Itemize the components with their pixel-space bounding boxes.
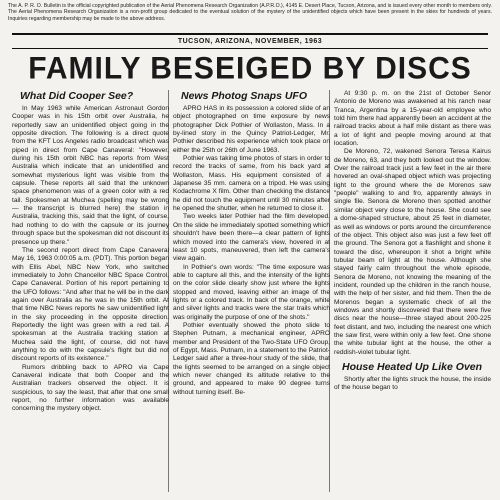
paragraph: In Pothier's own words: "The time exposure was able to capture all this, and the intensity of the lights on the color slide clearly show just where the lights stopped and moved, leaving either an image of the lights or a colored track. In back of the orange, white and silver lights and tracks were the star trails which was originally the purpose of one of the shots."	[173, 263, 330, 321]
masthead-note: The A. P. R. O. Bulletin is the official copyrighted publication of the Aerial Phenomena Research Organization (A.P.R.O.), 4145 E. Desert Place, Tucson, Arizona, and is issued every other month to members only. The Aerial Phenomena Research Organization is a non-profit group dedicated to the eventual solution of the mystery of the unidentified objects which have been present in the skies for hundreds of years. Inquiries regarding membership may be made to the above address.	[8, 3, 492, 22]
top-rule	[12, 33, 488, 35]
paragraph: In May 1963 while American Astronaut Gordon Cooper was in his 15th orbit over Australia, he reportedly saw an unidentified object going in the opposite direction. The following is a direct quote from the KFT Los Angeles radio broadcast which was piped in direct from Cape Canaveral: "However, during his 15th orbit NBC has reports from West Australia which indicate that an unidentified and somewhat mysterious light was visible from the capsule. These reports all said that the unknown space phenomenon was of a green color with a red tail. Spokesmen at Muchea (spelling may be wrong — the transcript is blurred here) the station in Australia, tracking this, said that the light, of course, had nothing to do with the capsule or its journey through space but the spokesman did not discount its presence up there."	[12, 105, 169, 246]
paragraph: Shortly after the lights struck the house, the inside of the house began to	[334, 376, 491, 392]
article-body-photog	[173, 105, 330, 397]
paragraph: De Moreno, 72, wakened Senora Teresa Kairus de Moreno, 63, and they both looked out the window. Over the railroad track just a few feet in the air there hovered an oval-shaped object which was projecting light to the ground where the de Morenos saw "people" walking to and fro, apparently always in single file. Senora de Moreno then spotted another similar object very close to the house. She could see a dome-shaped structure, about 25 feet in diameter, as well as windows or ports around the circumference of the object. This object also was just a few feet off the ground. The Senora got a flashlight and shone it toward the disc, whereupon it shot a bright white tubular beam of light at the house. Although she stayed fairly calm throughout the whole episode, Senora de Moreno, not knowing the meaning of the incident, rounded up the children in the ranch house, with the help of her sister, and hid them. Then the de Morenos began a systematic check of all the windows and shortly discovered that there were five discs near the house—three stayed about 200-225 feet distant, and two, including the nearest one which the saw first, were within only a few feet. One shone the white tubular light at the house, the other a reddish-violet tubular light.	[334, 148, 491, 356]
paragraph: Pothier eventually showed the photo slide to Stephen Putnam, a mechanical engineer, APRO member and President of the Two-State UFO Group, of Egypt, Mass. Putnam, in a statement to the Patriot-Ledger said after a three-hour study of the slide, that the lights seemed to be arranged on a single object which never changed its altitude relative to the ground, and appeared to make 90 degree turns without turning itself. Be-	[173, 321, 330, 396]
paragraph: Rumors dribbling back to APRO via Cape Canaveral indicate that both Cooper and the Australian trackers observed the object. It is suspicious, to say the least, that after that one small report, no further information was available concerning the mystery object.	[12, 363, 169, 413]
article-body-discs	[334, 90, 491, 357]
paragraph: The second report direct from Cape Canaveral May 16, 1963 0:00:05 a.m. (PDT). This portion began with Ellis Abel, NBC New York, who switched immediately to John Chancellor NBC Space Control, Cape Canaveral. Portion of his report pertaining to the UFO follows: "And after that he will be in the dark again over Australia as he was in the 15th orbit. At that time NBC News reports he saw unidentified light in the sky proceeding in the opposite direction. Reportedly the light was green with a red tail. A spokesman at the Australia tracking station at Muchea said the light, of course, did not have anything to do with the capsule's flight but did not discount reports of its existence."	[12, 246, 169, 363]
dateline: TUCSON, ARIZONA, NOVEMBER, 1963	[177, 38, 323, 45]
paragraph: At 9:30 p. m. on the 21st of October Senor Antonio de Moreno was awakened at his ranch near Tranca, Argentina by a 15-year-old employee who told him there had apparently been an accident at the railroad tracks about a half mile distant as there was a lot of light and people moving around at that location.	[334, 90, 491, 148]
headline: FAMILY BESEIGED BY DISCS	[28, 51, 472, 86]
paragraph: Pothier was taking time photos of stars in order to record the tracks of same, from his back yard at Wollaston, Mass. His equipment consisted of a Japanese 35 mm. camera on a tripod. He was using Kodachrome X film. Other than checking the distance he did not touch the equipment until 30 minutes after he opened the shutter, when he returned to close it.	[173, 155, 330, 213]
article-heading-house: House Heated Up Like Oven	[342, 361, 483, 373]
article-heading-photog: News Photog Snaps UFO	[181, 90, 308, 102]
column-cooper	[12, 90, 169, 496]
column-photog	[173, 90, 330, 496]
paragraph: APRO HAS in its possession a colored slide of an object photographed on time exposure by news photographer Dick Pothier of Wollaston, Mass. In a by-lined story in the Quincy Patriot-Ledger, Mr. Pothier described his experience which took place on either the 25th or 26th of June 1963.	[173, 105, 330, 154]
paragraph: Two weeks later Pothier had the film developed. On the slide he immediately spotted something which shouldn't have been there—a clear pattern of lights which moved into the camera's view, hovered in at least 10 spots, maneuvered, then left the camera's view again.	[173, 213, 330, 263]
dateline-rule	[12, 48, 488, 49]
column-discs	[334, 90, 491, 496]
article-body-cooper	[12, 105, 169, 414]
article-body-house	[334, 376, 491, 393]
article-heading-cooper: What Did Cooper See?	[20, 90, 134, 102]
